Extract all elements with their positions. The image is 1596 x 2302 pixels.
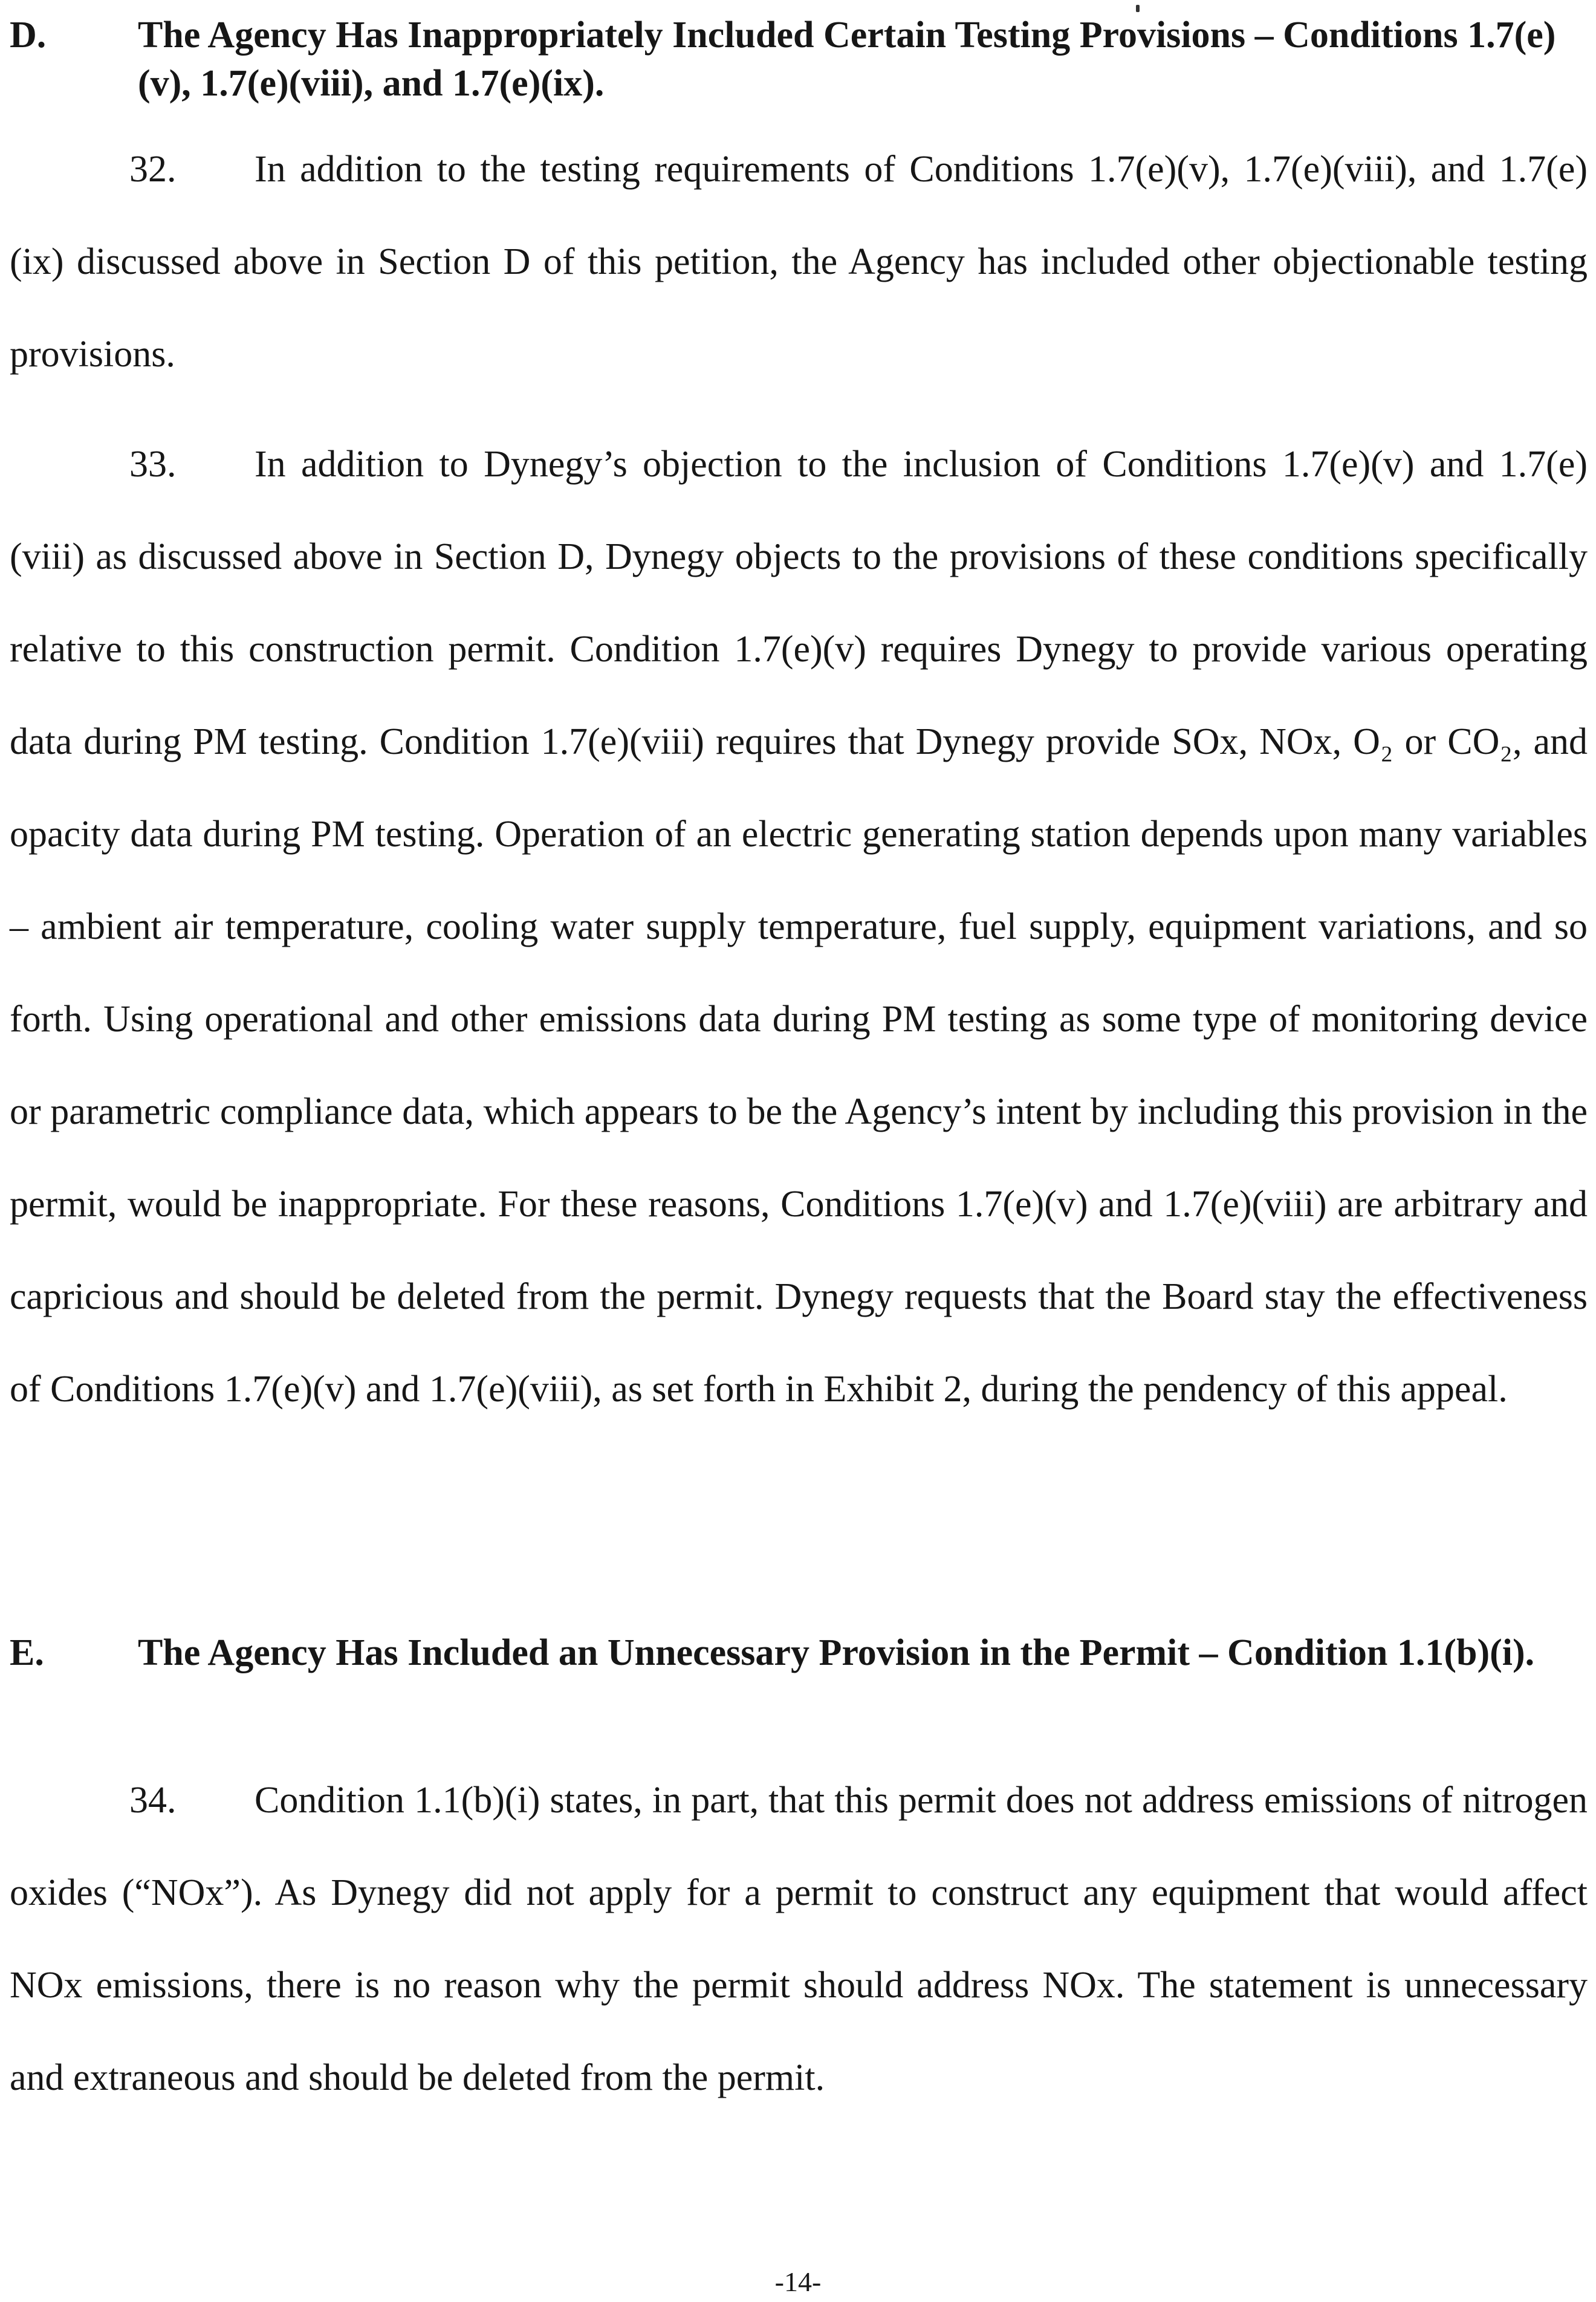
paragraph-32 (10, 123, 1588, 401)
paragraph-33-text: In addition to Dynegy’s objection to the inclusion of Conditions 1.7(e)(v) and 1.7(e)(viii) as discussed above in Section D, Dynegy objects to the provisions of these conditions specifically relative to this construction permit. Condition 1.7(e)(v) requires Dynegy to provide various operating data during PM testing. Condition 1.7(e)(viii) requires that Dynegy provide SOx, NOx, O₂ or CO₂, and opacity data during PM testing. Operation of an electric generating station depends upon many variables – ambient air temperature, cooling water supply temperature, fuel supply, equipment variations, and so forth. Using operational and other emissions data during PM testing as some type of monitoring device or parametric compliance data, which appears to be the Agency’s intent by including this provision in the permit, would be inappropriate. For these reasons, Conditions 1.7(e)(v) and 1.7(e)(viii) are arbitrary and capricious and should be deleted from the permit. Dynegy requests that the Board stay the effectiveness of Conditions 1.7(e)(v) and 1.7(e)(viii), as set forth in Exhibit 2, during the pendency of this appeal. (10, 444, 1588, 1410)
paragraph-34-text: Condition 1.1(b)(i) states, in part, that this permit does not address emissions of nitrogen oxides (“NOx”). As Dynegy did not apply for a permit to construct any equipment that would affect NOx emissions, there is no reason why the permit should address NOx. The statement is unnecessary and extraneous and should be deleted from the permit. (10, 1780, 1588, 2098)
paragraph-34 (10, 1754, 1588, 2124)
section-d-letter: D. (10, 15, 47, 56)
section-e-letter: E. (10, 1632, 44, 1673)
paragraph-33-number: 33. (129, 444, 177, 485)
paragraph-32-text: In addition to the testing requirements of Conditions 1.7(e)(v), 1.7(e)(viii), and 1.7(e)(ix) discussed above in Section D of this petition, the Agency has included other objectionable testing provisions. (10, 149, 1588, 375)
paragraph-33 (10, 418, 1588, 1436)
paragraph-32-number: 32. (129, 149, 177, 190)
section-d-title: The Agency Has Inappropriately Included Certain Testing Provisions – Conditions 1.7(e)(v), 1.7(e)(viii), and 1.7(e)(ix). (138, 15, 1556, 104)
section-e-title: The Agency Has Included an Unnecessary Provision in the Permit – Condition 1.1(b)(i). (138, 1632, 1535, 1673)
page-number: -14- (774, 2266, 822, 2297)
paragraph-34-number: 34. (129, 1780, 177, 1821)
